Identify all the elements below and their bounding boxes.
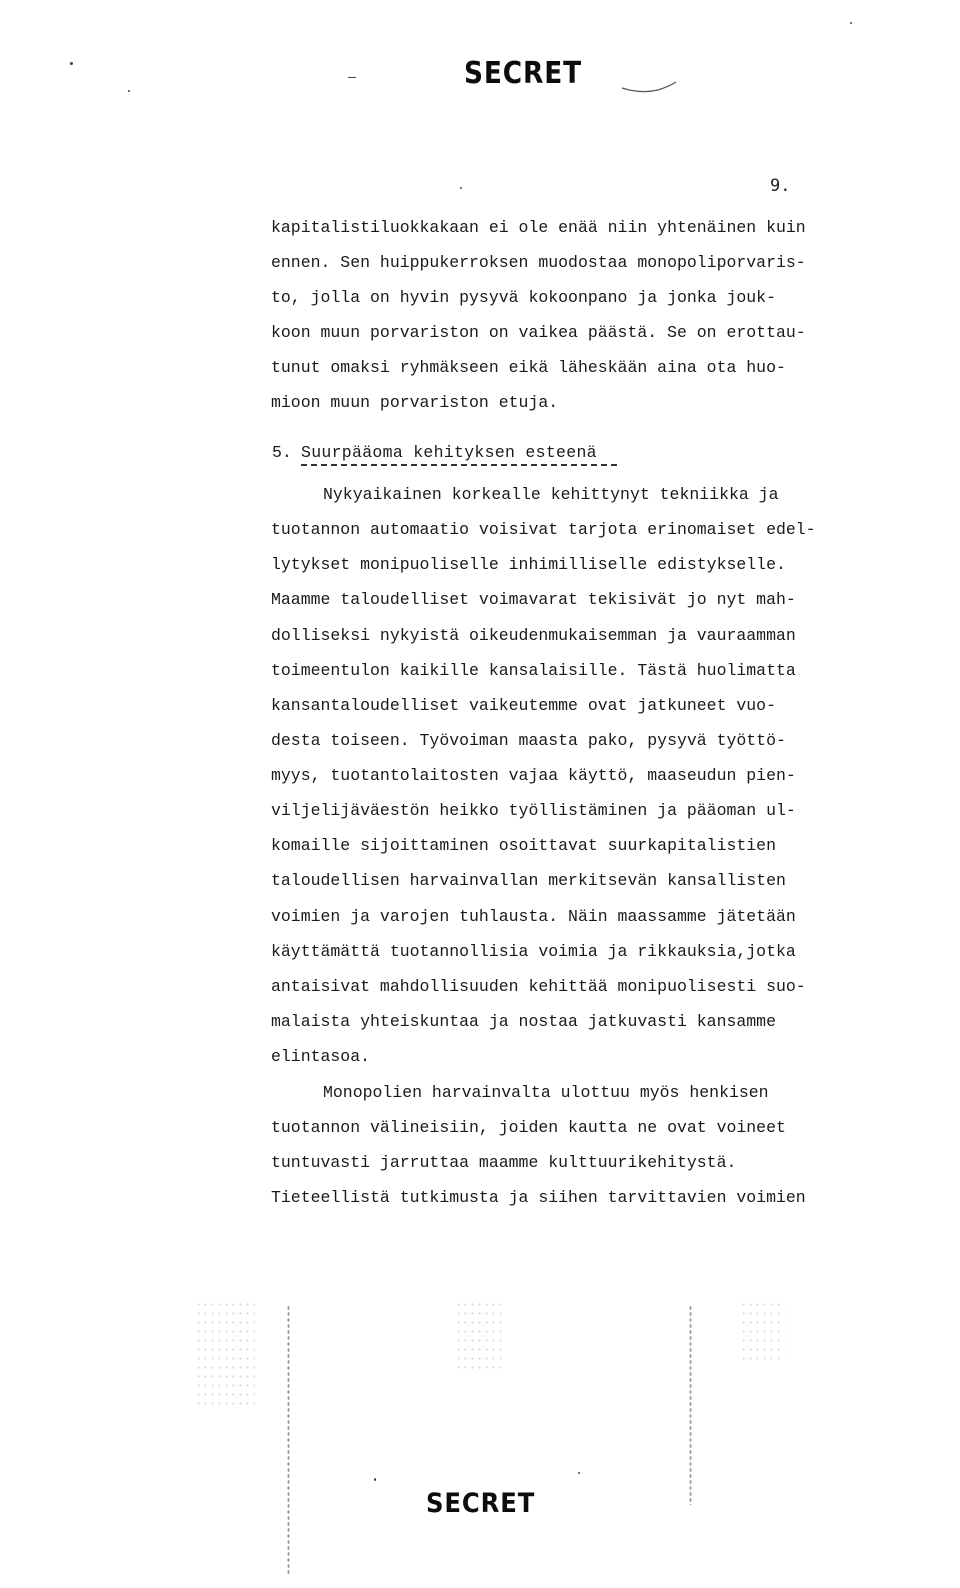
text-line: Monopolien harvainvalta ulottuu myös henkisen: [323, 1083, 769, 1102]
text-line: toimeentulon kaikille kansalaisille. Tästä huolimatta: [271, 661, 796, 680]
text-line: tuotannon automaatio voisivat tarjota erinomaiset edel-: [271, 520, 816, 539]
text-line: kapitalistiluokkakaan ei ole enää niin yhtenäinen kuin: [271, 218, 806, 237]
scan-speck: [70, 62, 73, 65]
text-line: koon muun porvariston on vaikea päästä. Se on erottau-: [271, 323, 806, 342]
text-line: Tieteellistä tutkimusta ja siihen tarvittavien voimien: [271, 1188, 806, 1207]
secret-stamp-bottom: SECRET: [426, 1488, 536, 1519]
scan-stripe: [287, 1305, 290, 1575]
text-line: kansantaloudelliset vaikeutemme ovat jatkuneet vuo-: [271, 696, 776, 715]
pen-mark: [620, 76, 680, 96]
text-line: mioon muun porvariston etuja.: [271, 393, 559, 412]
scan-noise: [195, 1300, 255, 1410]
scan-speck: [578, 1472, 580, 1474]
scan-speck: [128, 90, 130, 92]
text-line: ennen. Sen huippukerroksen muodostaa monopoliporvaris-: [271, 253, 806, 272]
scan-speck: [348, 77, 356, 78]
text-line: elintasoa.: [271, 1047, 371, 1066]
page-number: 9.: [770, 176, 791, 196]
scan-noise: [455, 1300, 505, 1370]
text-line: antaisivat mahdollisuuden kehittää monipuolisesti suo-: [271, 977, 806, 996]
scan-speck: [374, 1478, 376, 1481]
scan-speck: [850, 22, 852, 24]
text-line: taloudellisen harvainvallan merkitsevän kansallisten: [271, 871, 786, 890]
text-line: malaista yhteiskuntaa ja nostaa jatkuvasti kansamme: [271, 1012, 776, 1031]
text-line: viljelijäväestön heikko työllistäminen ja pääoman ul-: [271, 801, 796, 820]
text-line: Nykyaikainen korkealle kehittynyt tekniikka ja: [323, 485, 779, 504]
secret-stamp-top: SECRET: [464, 56, 583, 91]
text-line: lytykset monipuoliselle inhimilliselle edistykselle.: [271, 555, 786, 574]
text-line: käyttämättä tuotannollisia voimia ja rikkauksia,jotka: [271, 942, 796, 961]
text-line: komaille sijoittaminen osoittavat suurkapitalistien: [271, 836, 776, 855]
text-line: tunut omaksi ryhmäkseen eikä läheskään aina ota huo-: [271, 358, 786, 377]
scan-stripe: [689, 1305, 692, 1505]
scan-speck: [460, 187, 462, 189]
text-line: to, jolla on hyvin pysyvä kokoonpano ja jonka jouk-: [271, 288, 776, 307]
text-line: desta toiseen. Työvoiman maasta pako, pysyvä työttö-: [271, 731, 786, 750]
text-line: tuntuvasti jarruttaa maamme kulttuurikehitystä.: [271, 1153, 737, 1172]
section-title: Suurpääoma kehityksen esteenä: [301, 443, 597, 462]
text-line: Maamme taloudelliset voimavarat tekisivät jo nyt mah-: [271, 590, 796, 609]
text-line: voimien ja varojen tuhlausta. Näin maassamme jätetään: [271, 907, 796, 926]
scan-noise: [740, 1300, 785, 1360]
text-line: myys, tuotantolaitosten vajaa käyttö, maaseudun pien-: [271, 766, 796, 785]
text-line: dolliseksi nykyistä oikeudenmukaisemman ja vauraamman: [271, 626, 796, 645]
text-line: tuotannon välineisiin, joiden kautta ne ovat voineet: [271, 1118, 786, 1137]
section-number: 5.: [272, 443, 292, 462]
section-title-underline: [301, 464, 617, 466]
